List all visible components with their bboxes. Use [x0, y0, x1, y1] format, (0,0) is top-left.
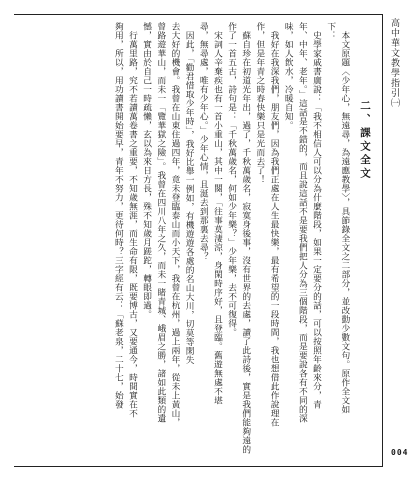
text-line: 下：	[325, 22, 336, 40]
frame-top-rule	[14, 14, 382, 15]
page-number: 004	[391, 448, 409, 457]
text-line: 我好在我深我們，朋友們，因為我們正處在人生最快樂，最有希望的一段時間，我也想借此作說理在	[269, 31, 280, 427]
text-line: 尋，無尋處，唯有少年心。」少年心情，且涎去到那裏去尋？	[198, 22, 209, 261]
frame-bottom-rule	[14, 466, 382, 467]
text-line: 憾，實由於自己一時疏懶，玄以為來日方長，殊不知歲月蹉跎，轉眼即過。	[141, 22, 152, 319]
section-heading: 二、課文全文	[359, 100, 371, 181]
text-line: 宋詞人辛棄疾也有一首小重山，其中一闋，「往事莫淒涼，身閑時序好，且登臨。舊遊無處不堪	[212, 31, 223, 405]
text-line: 行萬里路，究不若讀萬卷書之重要，不知歲無涯，而生命有限，既要博古，又要通今，時間實在不	[127, 31, 138, 418]
text-line: 年、中年、老年。」這話是不錯的，而且說這話不是要我們把人分為三個階段，而是要說各有不同的深	[297, 22, 308, 423]
book-title: 高中華文教學指引㈠	[389, 18, 399, 108]
text-line: 蘇自珍在初道光年出，過了，千秋萬歲名，寂寞身後事，沒有世界的去處，讀了此詩後，實是我們能夠遠的	[240, 31, 251, 454]
text-line: 作了一首五古，詩句是：「千秋萬歲名，何如少年樂？」少年樂，去不可復得。	[226, 22, 237, 337]
text-line: 因此，「勸君惜取少年時」，我好比舉一例如，有機遊遊各處的名山大川，切莫等閑失	[184, 31, 195, 365]
text-line: 去大好的機會。我曾在山東住過四年，竟未登臨泰山而小天下，我曾在杭州，過上兩年，從未上黃山，	[169, 22, 180, 427]
text-line: 本文原題〈少年心，無遠尋，為遠應教學〉，具節錄全文之二部分，並改動少數文句。原作全文如	[339, 31, 350, 414]
article-body	[111, 22, 372, 462]
text-line: 味，如人飲水，冷暖自知。	[283, 22, 294, 130]
text-line: 史學家戚書廣說：「我不相信人可以分為什麼階段，如果一定要分的話，可以按照年齡來分，青	[311, 22, 322, 409]
text-line: 作，但是年青之時春快樂只是光而去了！	[254, 22, 265, 184]
text-line: 夠用，所以，用功讀書開始要早，青年不努力，更待何時？三字經有云：「蘇老泉，二十七，始發	[113, 22, 124, 409]
text-line: 曾路遊華山，而未一「覽華獄之險」。我曾在四川八年之久，而未一睹青城、峨眉之勝，諸如此類的遺	[155, 22, 166, 423]
frame-right-rule	[382, 14, 383, 467]
